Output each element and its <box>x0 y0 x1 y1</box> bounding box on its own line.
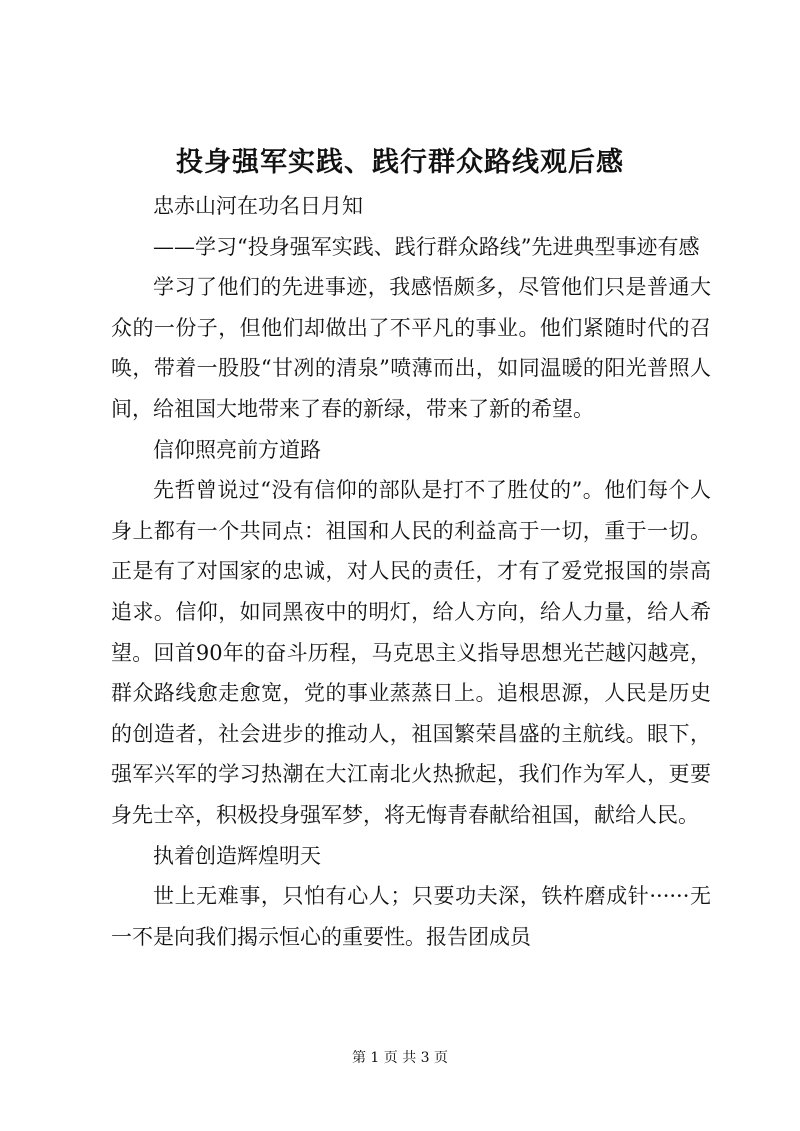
body-paragraph: 世上无难事，只怕有心人；只要功夫深，铁杵磨成针······无一不是向我们揭示恒心的重要性。报告团成员 <box>111 884 711 949</box>
document-body <box>111 186 711 957</box>
subtitle-line: 忠赤山河在功名日月知 <box>153 194 363 218</box>
section-heading: 执着创造辉煌明天 <box>153 843 321 868</box>
body-paragraph: 先哲曾说过“没有信仰的部队是打不了胜仗的”。他们每个人身上都有一个共同点：祖国和人民的利益高于一切，重于一切。正是有了对国家的忠诚，对人民的责任，才有了爱党报国的崇高追求。信仰，如同黑夜中的明灯，给人方向，给人力量，给人希望。回首90年的奋斗历程，马克思主义指导思想光芒越闪越亮，群众路线愈走愈宽，党的事业蒸蒸日上。追根思源，人民是历史的创造者，社会进步的推动人，祖国繁荣昌盛的主航线。眼下，强军兴军的学习热潮在大江南北火热掀起，我们作为军人，更要身先士卒，积极投身强军梦，将无悔青春献给祖国，献给人民。 <box>111 478 711 827</box>
page-footer: 第 1 页 共 3 页 <box>351 1050 449 1066</box>
document-title: 投身强军实践、践行群众路线观后感 <box>176 147 624 178</box>
subtitle-subheading: ——学习“投身强军实践、践行群众路线”先进典型事迹有感 <box>153 234 700 259</box>
section-heading: 信仰照亮前方道路 <box>153 437 321 462</box>
body-paragraph: 学习了他们的先进事迹，我感悟颇多，尽管他们只是普通大众的一份子，但他们却做出了不平凡的事业。他们紧随时代的召唤，带着一股股“甘冽的清泉”喷薄而出，如同温暖的阳光普照人间，给祖国大地带来了春的新绿，带来了新的希望。 <box>111 275 711 421</box>
